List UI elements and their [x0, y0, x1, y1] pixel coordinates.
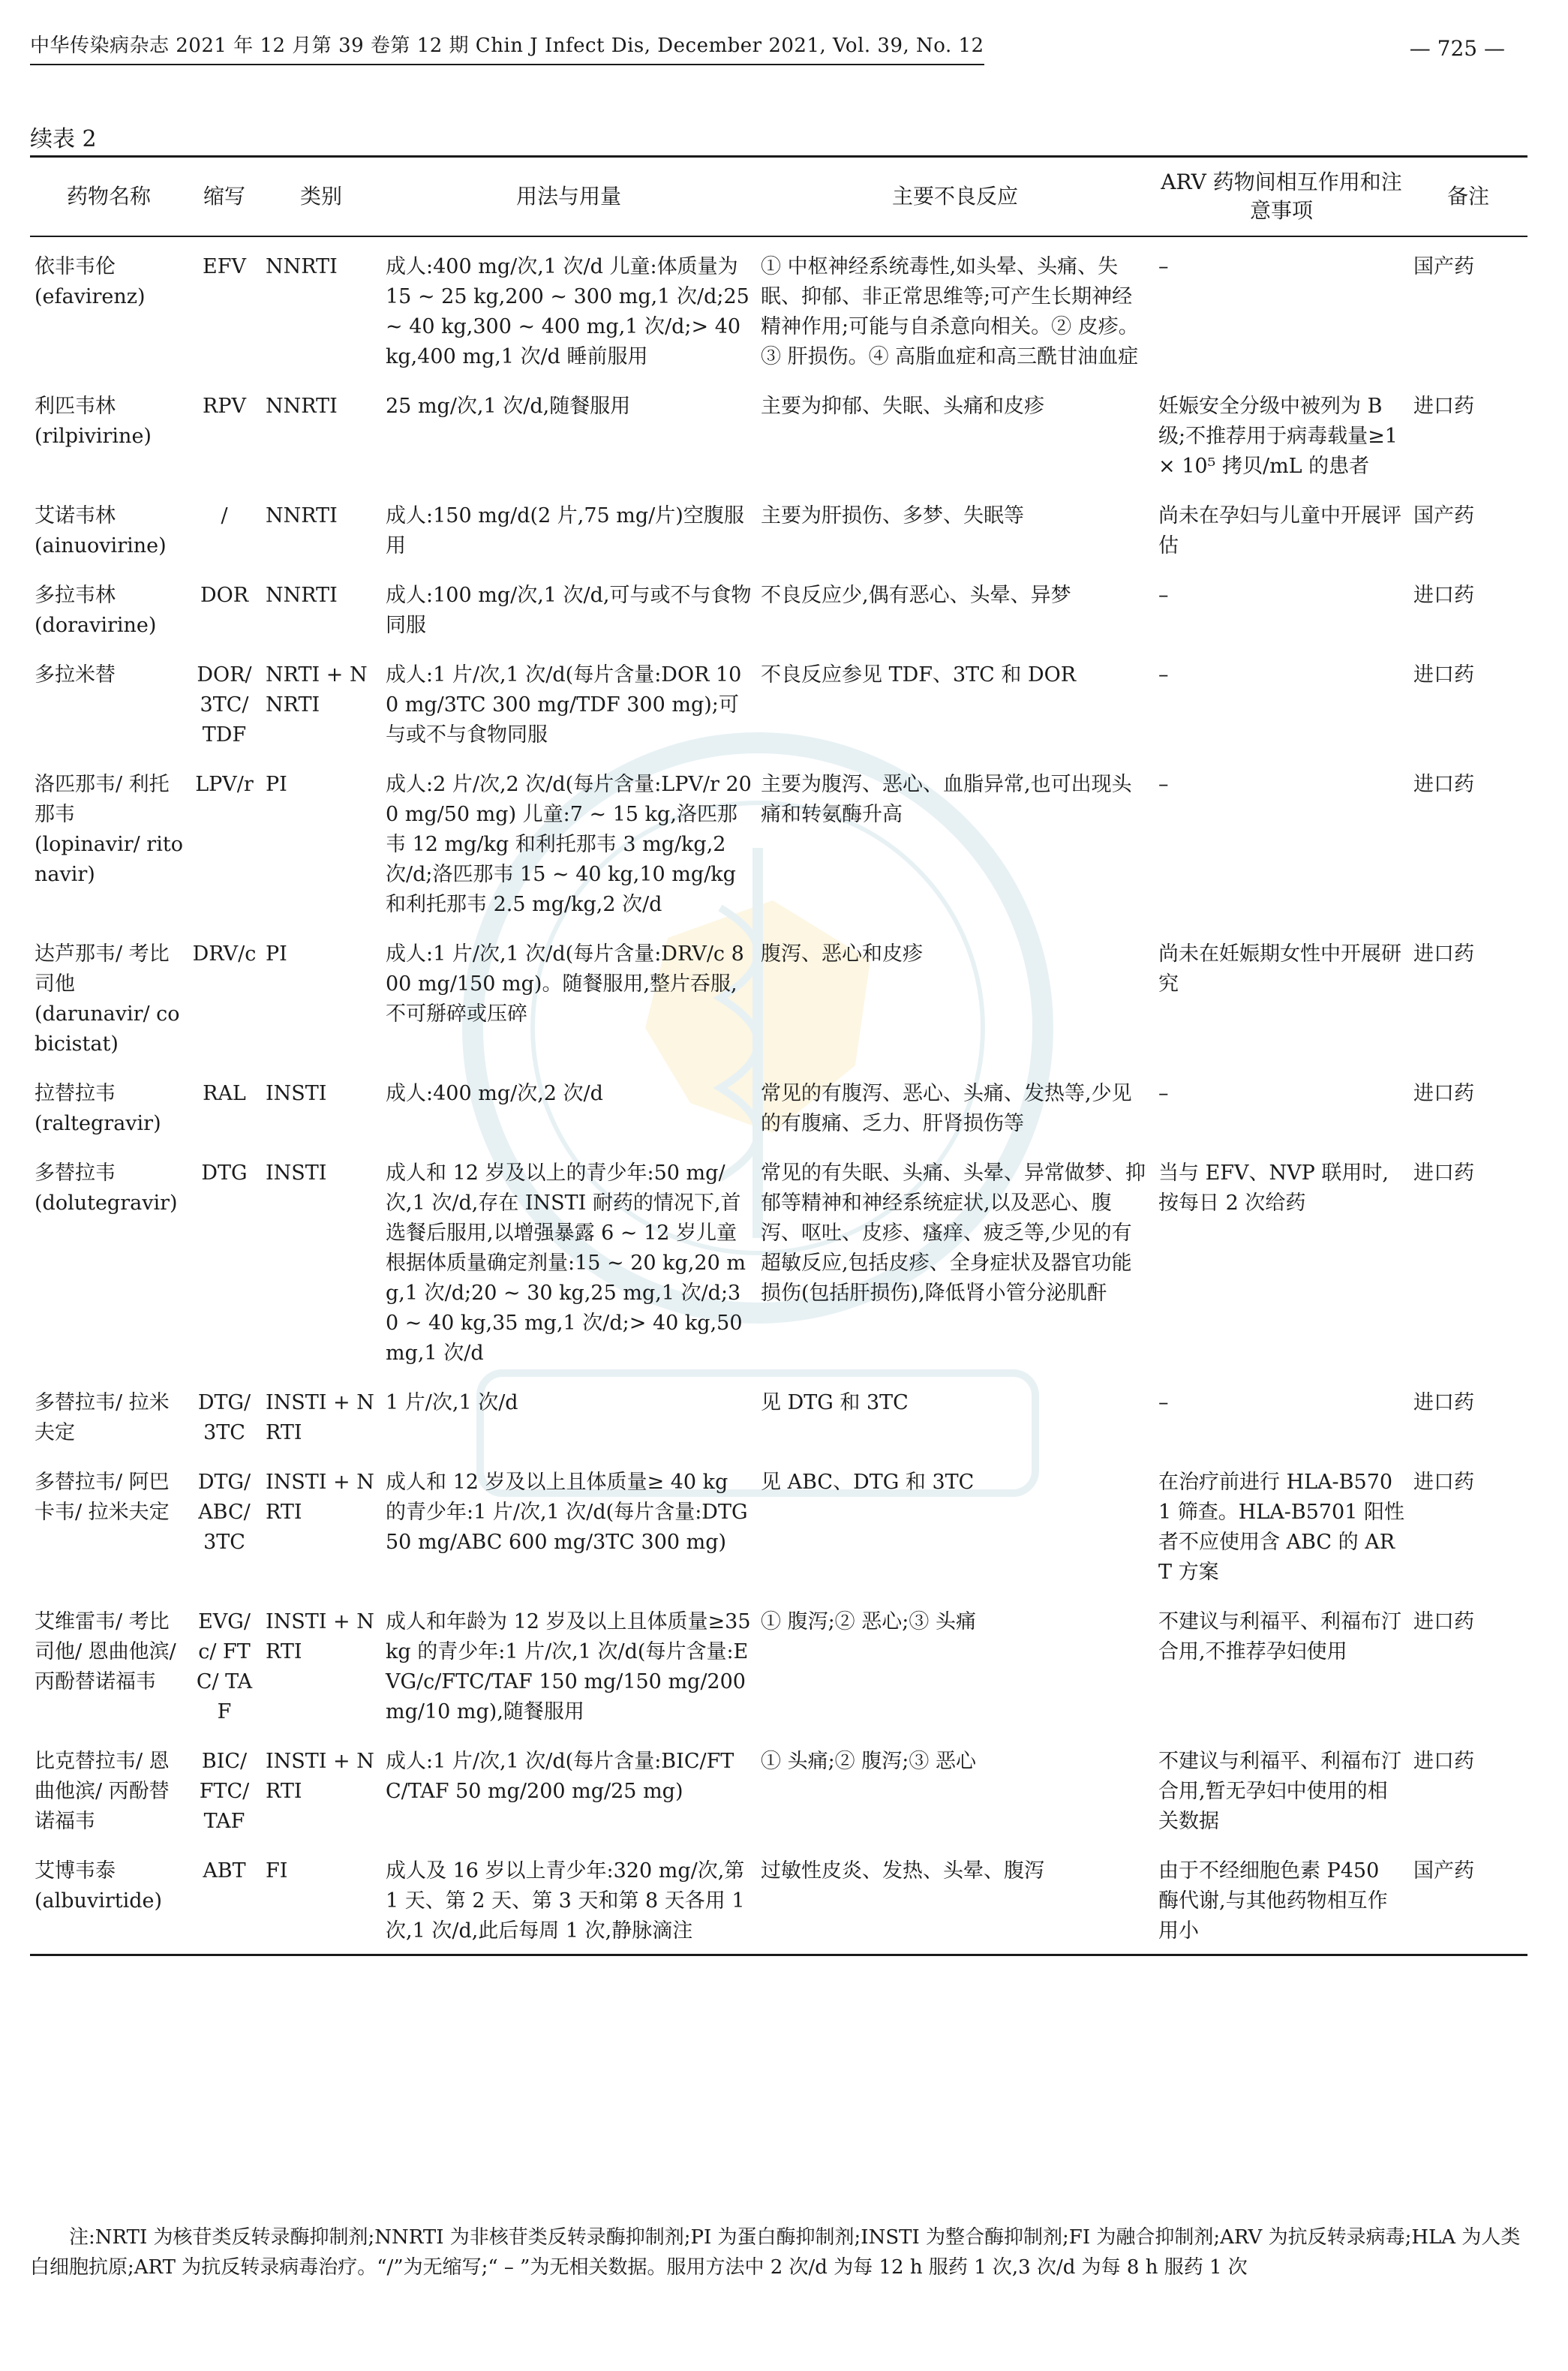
usage-dosage: 1 片/次,1 次/d [386, 1391, 518, 1414]
drug-name: 多替拉韦/ 阿巴卡韦/ 拉米夫定 [35, 1471, 170, 1524]
drug-class: INSTI + NRTI [266, 1471, 374, 1524]
table-header-row [30, 157, 1527, 237]
usage-dosage: 成人:100 mg/次,1 次/d,可与或不与食物同服 [386, 584, 752, 637]
drug-class: PI [266, 773, 287, 796]
drug-name: 艾维雷韦/ 考比司他/ 恩曲他滨/ 丙酚替诺福韦 [35, 1610, 176, 1693]
drug-name-cell [30, 1064, 188, 1143]
drug-name-cell [30, 1143, 188, 1373]
drug-class: FI [261, 1841, 381, 1955]
drug-abbreviation: DTG/ 3TC [197, 1391, 251, 1444]
drug-class: INSTI + NRTI [266, 1610, 374, 1663]
table-row [30, 1373, 1527, 1453]
adverse-reactions: 见 ABC、DTG 和 3TC [761, 1471, 975, 1494]
adverse-reactions: 过敏性皮炎、发热、头晕、腹泻 [756, 1841, 1154, 1955]
remark: 进口药 [1413, 663, 1474, 687]
col-header-interaction: ARV 药物间相互作用和注意事项 [1154, 157, 1409, 237]
table-caption: 续表 2 [30, 126, 97, 152]
usage-dosage: 成人和年龄为 12 岁及以上且体质量≥35 kg 的青少年:1 片/次,1 次/d(每片含量:EVG/c/FTC/TAF 150 mg/150 mg/200 mg/10 mg),随餐服用 [386, 1610, 751, 1723]
drug-name: 拉替拉韦 [35, 1082, 116, 1105]
col-header-name: 药物名称 [30, 157, 188, 237]
drug-name: 多拉韦林 [35, 584, 116, 607]
drug-name: 比克替拉韦/ 恩曲他滨/ 丙酚替诺福韦 [35, 1750, 170, 1833]
drug-name: 多替拉韦 [35, 1161, 116, 1185]
adverse-reactions: ① 中枢神经系统毒性,如头晕、头痛、失眠、抑郁、非正常思维等;可产生长期神经精神作用;可能与自杀意向相关。② 皮疹。③ 肝损伤。④ 高脂血症和高三酰甘油血症 [761, 255, 1139, 368]
usage-dosage: 成人:150 mg/d(2 片,75 mg/片)空腹服用 [386, 504, 744, 557]
drug-class: NNRTI [266, 584, 338, 607]
table-row [30, 1592, 1527, 1732]
table-row [30, 566, 1527, 645]
drug-table [30, 155, 1527, 1956]
interaction-notes: – [1158, 663, 1169, 687]
col-header-usage: 用法与用量 [381, 157, 756, 237]
drug-class: PI [266, 942, 287, 966]
drug-name-english: (ainuovirine) [35, 534, 167, 557]
drug-class: INSTI + NRTI [266, 1750, 374, 1803]
drug-name: 洛匹那韦/ 利托那韦 [35, 773, 170, 826]
drug-name-cell [30, 1841, 188, 1955]
adverse-reactions: ① 腹泻;② 恶心;③ 头痛 [761, 1610, 976, 1633]
interaction-notes: – [1158, 773, 1169, 796]
drug-class: INSTI [266, 1082, 327, 1105]
adverse-reactions: 见 DTG 和 3TC [761, 1391, 909, 1414]
interaction-notes: – [1158, 1391, 1169, 1414]
table-body [30, 236, 1527, 1955]
usage-dosage: 成人:1 片/次,1 次/d(每片含量:BIC/FTC/TAF 50 mg/200 mg/25 mg) [386, 1750, 734, 1803]
remark: 进口药 [1413, 1391, 1474, 1414]
drug-name-english: (doravirine) [35, 614, 157, 637]
drug-name-cell [30, 236, 188, 377]
drug-name-english: (albuvirtide) [35, 1889, 163, 1913]
table-row [30, 755, 1527, 924]
drug-name-cell [30, 566, 188, 645]
usage-dosage: 成人:1 片/次,1 次/d(每片含量:DOR 100 mg/3TC 300 mg/TDF 300 mg);可与或不与食物同服 [386, 663, 742, 747]
drug-name: 利匹韦林 [35, 395, 116, 418]
remark: 进口药 [1413, 773, 1474, 796]
page-number: — 725 — [1409, 36, 1505, 61]
drug-name-cell [30, 924, 188, 1064]
interaction-notes: 尚未在孕妇与儿童中开展评估 [1158, 504, 1401, 557]
usage-dosage: 成人和 12 岁及以上且体质量≥ 40 kg 的青少年:1 片/次,1 次/d(每片含量:DTG 50 mg/ABC 600 mg/3TC 300 mg) [386, 1471, 748, 1554]
usage-dosage: 成人:2 片/次,2 次/d(每片含量:LPV/r 200 mg/50 mg) 儿童:7 ~ 15 kg,洛匹那韦 12 mg/kg 和利托那韦 3 mg/kg,2 次/d;洛匹那韦 15 ~ 40 kg,10 mg/kg 和利托那韦 2.5 mg/kg,2 次/d [386, 773, 752, 916]
interaction-notes: 由于不经细胞色素 P450 酶代谢,与其他药物相互作用小 [1154, 1841, 1409, 1955]
table-row [30, 1143, 1527, 1373]
remark: 国产药 [1413, 255, 1474, 278]
drug-abbreviation: / [221, 504, 228, 527]
drug-abbreviation: DTG [201, 1161, 248, 1185]
remark: 进口药 [1413, 395, 1474, 418]
interaction-notes: 当与 EFV、NVP 联用时,按每日 2 次给药 [1158, 1161, 1389, 1215]
table-row [30, 924, 1527, 1064]
remark: 进口药 [1413, 1750, 1474, 1773]
drug-abbreviation: RAL [203, 1082, 246, 1105]
journal-header: 中华传染病杂志 2021 年 12 月第 39 卷第 12 期 Chin J Infect Dis, December 2021, Vol. 39, No. 12 [30, 30, 984, 65]
drug-class: NRTI + NNRTI [266, 663, 368, 717]
drug-name-english: (rilpivirine) [35, 425, 152, 448]
drug-name-english: (dolutegravir) [35, 1192, 178, 1215]
drug-name: 达芦那韦/ 考比司他 [35, 942, 170, 996]
drug-name-cell [30, 377, 188, 486]
adverse-reactions: 常见的有失眠、头痛、头晕、异常做梦、抑郁等精神和神经系统症状,以及恶心、腹泻、呕吐、皮疹、瘙痒、疲乏等,少见的有超敏反应,包括皮疹、全身症状及器官功能损伤(包括肝损伤),降低肾小管分泌肌酐 [761, 1161, 1146, 1305]
interaction-notes: 不建议与利福平、利福布汀合用,不推荐孕妇使用 [1158, 1610, 1401, 1663]
remark: 进口药 [1413, 1471, 1474, 1494]
table-row [30, 1841, 1527, 1955]
usage-dosage: 成人:1 片/次,1 次/d(每片含量:DRV/c 800 mg/150 mg)。随餐服用,整片吞服,不可掰碎或压碎 [386, 942, 744, 1026]
drug-abbreviation: EVG/c/ FTC/ TAF [196, 1610, 253, 1723]
usage-dosage: 成人:400 mg/次,1 次/d 儿童:体质量为 15 ~ 25 kg,200 ~ 300 mg,1 次/d;25 ~ 40 kg,300 ~ 400 mg,1 次/d;> 40 kg,400 mg,1 次/d 睡前服用 [386, 255, 749, 368]
adverse-reactions: 主要为腹泻、恶心、血脂异常,也可出现头痛和转氨酶升高 [761, 773, 1132, 826]
drug-name: 多替拉韦/ 拉米夫定 [35, 1391, 170, 1444]
drug-abbreviation: DTG/ ABC/ 3TC [197, 1471, 251, 1554]
drug-name-cell [30, 755, 188, 924]
drug-name-english: (efavirenz) [35, 285, 146, 308]
adverse-reactions: 不良反应参见 TDF、3TC 和 DOR [761, 663, 1077, 687]
drug-class: INSTI [266, 1161, 327, 1185]
remark: 进口药 [1413, 1610, 1474, 1633]
usage-dosage: 25 mg/次,1 次/d,随餐服用 [386, 395, 631, 418]
drug-name-cell [30, 1373, 188, 1453]
adverse-reactions: ① 头痛;② 腹泻;③ 恶心 [761, 1750, 976, 1773]
remark: 进口药 [1413, 942, 1474, 966]
adverse-reactions: 主要为肝损伤、多梦、失眠等 [761, 504, 1024, 527]
drug-abbreviation: ABT [188, 1841, 261, 1955]
drug-name-english: (darunavir/ cobicistat) [35, 1002, 180, 1056]
drug-name-english: (raltegravir) [35, 1112, 161, 1135]
drug-name-cell [30, 1453, 188, 1592]
drug-class: INSTI + NRTI [266, 1391, 374, 1444]
col-header-remark: 备注 [1409, 157, 1527, 237]
col-header-adverse: 主要不良反应 [756, 157, 1154, 237]
drug-name-cell [30, 1732, 188, 1841]
drug-abbreviation: DOR [200, 584, 249, 607]
interaction-notes: 妊娠安全分级中被列为 B 级;不推荐用于病毒载量≥1 × 10⁵ 拷贝/mL 的患者 [1158, 395, 1398, 478]
table-row [30, 1732, 1527, 1841]
drug-abbreviation: EFV [203, 255, 246, 278]
interaction-notes: 尚未在妊娠期女性中开展研究 [1158, 942, 1401, 996]
drug-abbreviation: RPV [203, 395, 246, 418]
interaction-notes: – [1158, 255, 1169, 278]
remark: 进口药 [1413, 584, 1474, 607]
table-row [30, 1064, 1527, 1143]
drug-abbreviation: DOR/ 3TC/ TDF [197, 663, 252, 747]
adverse-reactions: 常见的有腹泻、恶心、头痛、发热等,少见的有腹痛、乏力、肝肾损伤等 [761, 1082, 1132, 1135]
drug-name-english: (lopinavir/ ritonavir) [35, 833, 183, 886]
drug-name: 多拉米替 [35, 663, 116, 687]
table-row [30, 486, 1527, 566]
drug-abbreviation: BIC/ FTC/ TAF [199, 1750, 250, 1833]
table-row [30, 377, 1527, 486]
interaction-notes: – [1158, 584, 1169, 607]
drug-name-cell [30, 1592, 188, 1732]
remark: 进口药 [1413, 1082, 1474, 1105]
table-row [30, 236, 1527, 377]
drug-name-cell [30, 645, 188, 755]
drug-class: NNRTI [266, 395, 338, 418]
table-footnote: 注:NRTI 为核苷类反转录酶抑制剂;NNRTI 为非核苷类反转录酶抑制剂;PI 为蛋白酶抑制剂;INSTI 为整合酶抑制剂;FI 为融合抑制剂;ARV 为抗反转录病毒;HLA 为人类白细胞抗原;ART 为抗反转录病毒治疗。“/”为无缩写;“ – ”为无相关数据。服用方法中 2 次/d 为每 12 h 服药 1 次,3 次/d 为每 8 h 服药 1 次 [30, 2226, 1521, 2279]
drug-abbreviation: LPV/r [195, 773, 254, 796]
drug-name: 艾诺韦林 [35, 504, 116, 527]
adverse-reactions: 主要为抑郁、失眠、头痛和皮疹 [761, 395, 1044, 418]
usage-dosage: 成人和 12 岁及以上的青少年:50 mg/次,1 次/d,存在 INSTI 耐药的情况下,首选餐后服用,以增强暴露 6 ~ 12 岁儿童根据体质量确定剂量:15 ~ 20 kg,20 mg,1 次/d;20 ~ 30 kg,25 mg,1 次/d;30 ~ 40 kg,35 mg,1 次/d;> 40 kg,50 mg,1 次/d [386, 1161, 746, 1365]
usage-dosage: 成人及 16 岁以上青少年:320 mg/次,第 1 天、第 2 天、第 3 天和第 8 天各用 1 次,1 次/d,此后每周 1 次,静脉滴注 [381, 1841, 756, 1955]
adverse-reactions: 腹泻、恶心和皮疹 [761, 942, 923, 966]
col-header-class: 类别 [261, 157, 381, 237]
adverse-reactions: 不良反应少,偶有恶心、头晕、异梦 [761, 584, 1071, 607]
remark: 国产药 [1409, 1841, 1527, 1955]
usage-dosage: 成人:400 mg/次,2 次/d [386, 1082, 603, 1105]
remark: 国产药 [1413, 504, 1474, 527]
drug-name: 艾博韦泰 [35, 1859, 116, 1883]
drug-class: NNRTI [266, 504, 338, 527]
interaction-notes: 不建议与利福平、利福布汀合用,暂无孕妇中使用的相关数据 [1158, 1750, 1401, 1833]
drug-abbreviation: DRV/c [192, 942, 257, 966]
interaction-notes: – [1158, 1082, 1169, 1105]
drug-name: 依非韦伦 [35, 255, 116, 278]
drug-class: NNRTI [266, 255, 338, 278]
remark: 进口药 [1413, 1161, 1474, 1185]
col-header-abbr: 缩写 [188, 157, 261, 237]
table-row [30, 645, 1527, 755]
table-row [30, 1453, 1527, 1592]
drug-name-cell [30, 486, 188, 566]
interaction-notes: 在治疗前进行 HLA-B5701 筛查。HLA-B5701 阳性者不应使用含 ABC 的 ART 方案 [1158, 1471, 1404, 1584]
